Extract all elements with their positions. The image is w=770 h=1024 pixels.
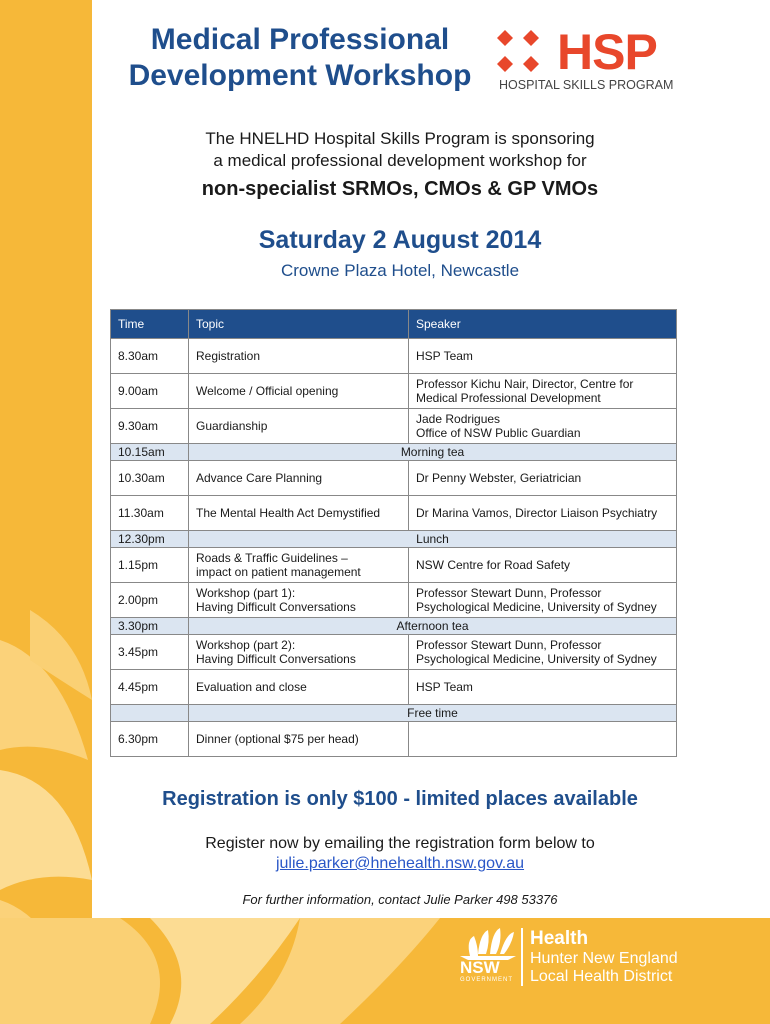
table-row (111, 461, 677, 496)
time-cell: 9.30am (111, 409, 189, 444)
topic-line: impact on patient management (196, 565, 361, 579)
speaker-line: Professor Kichu Nair, Director, Centre for (416, 377, 634, 391)
speaker-line: Psychological Medicine, University of Sydney (416, 600, 657, 614)
contact-info: For further information, contact Julie Parker 498 53376 (242, 892, 558, 907)
hsp-subtitle: HOSPITAL SKILLS PROGRAM (499, 78, 674, 92)
topic-cell (189, 635, 409, 670)
topic-cell (189, 548, 409, 583)
speaker-line: Professor Stewart Dunn, Professor (416, 586, 602, 600)
title-line-1: Medical Professional (150, 23, 450, 56)
speaker-cell (409, 722, 677, 757)
speaker-cell: HSP Team (409, 670, 677, 705)
topic-cell: The Mental Health Act Demystified (189, 496, 409, 531)
time-cell: 12.30pm (111, 531, 189, 548)
waratah-petals-footer (0, 918, 440, 1024)
health-district-logo (530, 928, 678, 986)
table-row (111, 722, 677, 757)
time-cell (111, 705, 189, 722)
registration-headline: Registration is only $100 - limited places available (162, 788, 638, 810)
topic-line: Roads & Traffic Guidelines – (196, 551, 348, 565)
table-row (111, 583, 677, 618)
title-line-2: Development Workshop (128, 59, 472, 92)
table-header-row (111, 310, 677, 339)
speaker-cell: Dr Penny Webster, Geriatrician (409, 461, 677, 496)
break-row (111, 618, 677, 635)
time-cell: 8.30am (111, 339, 189, 374)
topic-cell: Welcome / Official opening (189, 374, 409, 409)
speaker-line: Professor Stewart Dunn, Professor (416, 638, 602, 652)
registration-email-link[interactable]: julie.parker@hnehealth.nsw.gov.au (275, 855, 525, 872)
event-date: Saturday 2 August 2014 (258, 226, 542, 254)
time-cell: 10.15am (111, 444, 189, 461)
break-row (111, 705, 677, 722)
speaker-line: Jade Rodrigues (416, 412, 501, 426)
speaker-cell (409, 409, 677, 444)
hsp-diamond-icon (497, 30, 553, 78)
topic-cell (189, 583, 409, 618)
left-decorative-band (0, 0, 92, 1024)
table-row (111, 670, 677, 705)
schedule-table (110, 309, 677, 757)
break-label: Free time (189, 705, 677, 722)
speaker-cell: Dr Marina Vamos, Director Liaison Psychiatry (409, 496, 677, 531)
topic-line: Having Difficult Conversations (196, 600, 356, 614)
speaker-cell: NSW Centre for Road Safety (409, 548, 677, 583)
nsw-government-label: GOVERNMENT (460, 977, 514, 983)
speaker-cell (409, 374, 677, 409)
break-row (111, 531, 677, 548)
intro-line-1: The HNELHD Hospital Skills Program is sponsoring (205, 129, 595, 148)
header-topic: Topic (189, 310, 409, 339)
hsp-logo (497, 26, 687, 96)
topic-line: Workshop (part 2): (196, 638, 296, 652)
topic-line: Workshop (part 1): (196, 586, 296, 600)
speaker-line: Psychological Medicine, University of Sydney (416, 652, 657, 666)
district-line-1: Hunter New England (530, 950, 678, 967)
nsw-wordmark: NSW (460, 958, 500, 977)
health-title: Health (530, 928, 589, 949)
break-label: Afternoon tea (189, 618, 677, 635)
table-row (111, 409, 677, 444)
header-speaker: Speaker (409, 310, 677, 339)
table-row (111, 339, 677, 374)
topic-cell: Advance Care Planning (189, 461, 409, 496)
header-time: Time (111, 310, 189, 339)
time-cell: 10.30am (111, 461, 189, 496)
break-label: Lunch (189, 531, 677, 548)
topic-cell: Registration (189, 339, 409, 374)
table-row (111, 496, 677, 531)
intro-line-2: a medical professional development workshop for (213, 151, 587, 170)
time-cell: 2.00pm (111, 583, 189, 618)
page-title (110, 22, 490, 94)
time-cell: 9.00am (111, 374, 189, 409)
speaker-cell (409, 583, 677, 618)
topic-cell: Guardianship (189, 409, 409, 444)
time-cell: 3.30pm (111, 618, 189, 635)
speaker-line: Office of NSW Public Guardian (416, 426, 581, 440)
time-cell: 1.15pm (111, 548, 189, 583)
speaker-cell (409, 635, 677, 670)
topic-cell: Evaluation and close (189, 670, 409, 705)
time-cell: 3.45pm (111, 635, 189, 670)
intro-text (110, 128, 690, 204)
event-venue: Crowne Plaza Hotel, Newcastle (280, 261, 520, 280)
time-cell: 4.45pm (111, 670, 189, 705)
hsp-wordmark: HSP (557, 24, 657, 80)
speaker-line: Medical Professional Development (416, 391, 601, 405)
table-row (111, 548, 677, 583)
time-cell: 6.30pm (111, 722, 189, 757)
topic-cell: Dinner (optional $75 per head) (189, 722, 409, 757)
district-line-2: Local Health District (530, 968, 673, 985)
registration-instruction: Register now by emailing the registration form below to (205, 835, 595, 852)
audience-text: non-specialist SRMOs, CMOs & GP VMOs (201, 178, 599, 200)
break-row (111, 444, 677, 461)
table-row (111, 374, 677, 409)
logo-divider (521, 928, 523, 986)
topic-line: Having Difficult Conversations (196, 652, 356, 666)
break-label: Morning tea (189, 444, 677, 461)
table-row (111, 635, 677, 670)
time-cell: 11.30am (111, 496, 189, 531)
speaker-cell: HSP Team (409, 339, 677, 374)
